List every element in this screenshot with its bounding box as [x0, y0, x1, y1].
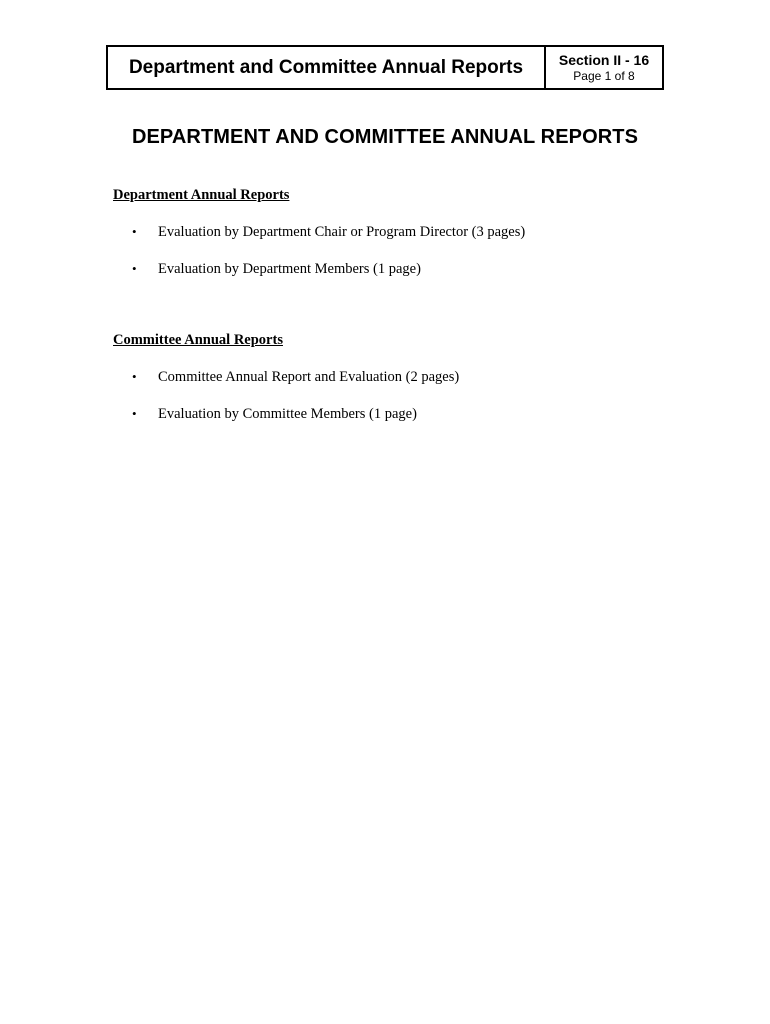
- department-reports-list: [132, 224, 525, 298]
- section-number: Section II - 16: [558, 52, 650, 68]
- list-item-text: Evaluation by Department Chair or Program Director (3 pages): [158, 224, 526, 240]
- list-item: [132, 261, 525, 298]
- list-item-text: Committee Annual Report and Evaluation (2 pages): [158, 369, 460, 385]
- header-title: Department and Committee Annual Reports: [108, 47, 546, 88]
- list-item-text: Evaluation by Committee Members (1 page): [158, 406, 417, 422]
- bullet-icon: •: [132, 406, 137, 421]
- committee-reports-heading: Committee Annual Reports: [113, 332, 283, 348]
- bullet-icon: •: [132, 261, 137, 276]
- list-item: [132, 406, 459, 443]
- committee-reports-list: [132, 369, 459, 443]
- header-section-info: [546, 47, 662, 88]
- bullet-icon: •: [132, 224, 137, 239]
- document-header: [106, 45, 664, 90]
- department-reports-heading: Department Annual Reports: [113, 187, 290, 203]
- list-item-text: Evaluation by Department Members (1 page): [158, 261, 421, 277]
- page-number: Page 1 of 8: [573, 69, 635, 83]
- list-item: [132, 224, 525, 261]
- bullet-icon: •: [132, 369, 137, 384]
- page-title: DEPARTMENT AND COMMITTEE ANNUAL REPORTS: [131, 126, 639, 148]
- list-item: [132, 369, 459, 406]
